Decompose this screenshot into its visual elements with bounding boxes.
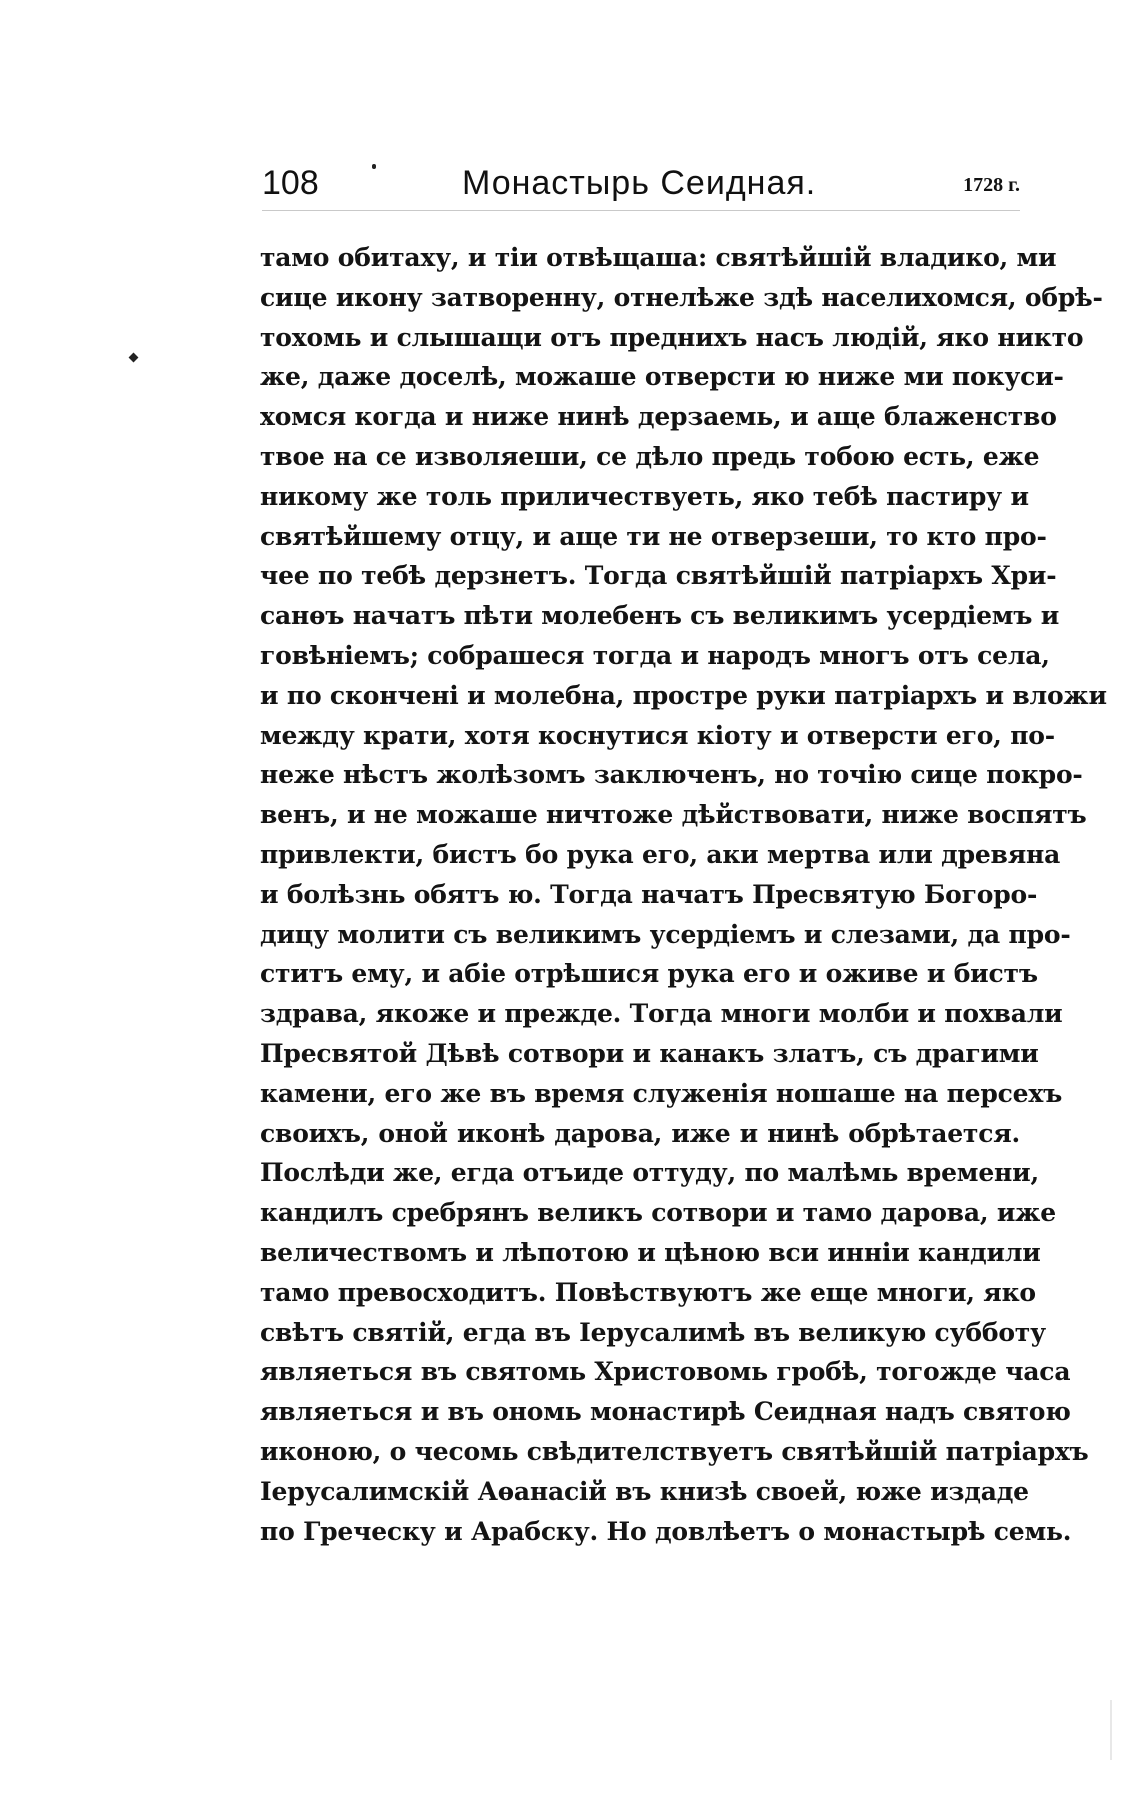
header-rule	[262, 210, 1020, 211]
text-line: чее по тебѣ дерзнетъ. Тогда святѣйшій патріархъ Хри-	[260, 561, 1057, 591]
header-dot-mark	[372, 164, 376, 169]
text-line: иконою, о чесомь свѣдителствуетъ святѣйшій патріархъ	[260, 1436, 1089, 1466]
text-line: между крати, хотя коснутися кіоту и отверсти его, по-	[260, 720, 1055, 750]
text-line: и болѣзнь обятъ ю. Тогда начатъ Пресвятую Богоро-	[260, 879, 1038, 909]
text-line: дицу молити съ великимъ усердіемъ и слезами, да про-	[260, 919, 1071, 949]
text-line: санѳъ начатъ пѣти молебенъ съ великимъ усердіемъ и	[260, 601, 1060, 631]
text-line: кандилъ сребрянъ великъ сотвори и тамо дарова, иже	[260, 1198, 1056, 1228]
text-line: Послѣди же, егда отъиде оттуду, по малѣмь времени,	[260, 1158, 1039, 1188]
text-line: являеться и въ ономь монастирѣ Сеидная надъ святою	[260, 1397, 1071, 1427]
running-header	[262, 160, 1020, 216]
text-line: тохомь и слышащи отъ предниxъ насъ людій, яко никто	[260, 322, 1084, 352]
running-title: Монастырь Сеидная.	[462, 164, 817, 202]
text-line: неже нѣстъ жолѣзомъ заключенъ, но точію сице покро-	[260, 760, 1083, 790]
text-line: и по скончені и молебна, простре руки патріархъ и вложи	[260, 680, 1107, 710]
text-line: никому же толь приличествуеть, яко тебѣ пастиру и	[260, 481, 1029, 511]
scan-edge-mark	[1110, 1700, 1112, 1760]
page-number: 108	[262, 164, 319, 202]
text-line: своихъ, оной иконѣ дарова, иже и нинѣ обрѣтается.	[260, 1118, 1020, 1148]
text-line: свѣтъ святій, егда въ Іерусалимѣ въ великую субботу	[260, 1317, 1046, 1347]
text-line: святѣйшему отцу, и аще ти не отверзеши, то кто про-	[260, 521, 1047, 551]
text-line: Пресвятой Дѣвѣ сотвори и канакъ златъ, съ драгими	[260, 1038, 1039, 1068]
text-line: ститъ ему, и абіе отрѣшися рука его и оживе и бистъ	[260, 959, 1038, 989]
text-line-last: по Греческу и Арабску. Но довлѣетъ о монастырѣ семь.	[260, 1516, 1072, 1546]
margin-ink-mark	[129, 353, 139, 363]
text-line: сице икону затворенну, отнелѣже здѣ населихомся, обрѣ-	[260, 282, 1103, 312]
text-line: величествомъ и лѣпотою и цѣною вси инніи кандили	[260, 1237, 1041, 1267]
text-line: твое на се изволяеши, се дѣло предь тобою есть, еже	[260, 441, 1040, 471]
text-line: являеться въ святомь Христовомь гробѣ, тогожде часа	[260, 1357, 1071, 1387]
body-text	[260, 238, 1107, 1551]
text-line: камени, его же въ время служенія ношаше на персехъ	[260, 1078, 1063, 1108]
text-line: здрава, якоже и прежде. Тогда многи молби и похвали	[260, 999, 1063, 1029]
text-line: хомся когда и ниже нинѣ дерзаемь, и аще блаженство	[260, 402, 1057, 432]
text-line: говѣніемъ; собрашеся тогда и народъ многъ отъ села,	[260, 640, 1050, 670]
text-line: венъ, и не можаше ничтоже дѣйствовати, ниже воспятъ	[260, 800, 1087, 830]
text-line: Іерусалимскій Аѳанасій въ книзѣ своей, юже издаде	[260, 1476, 1029, 1506]
text-line: тамо превосходитъ. Повѣствуютъ же еще многи, яко	[260, 1277, 1036, 1307]
text-line: привлекти, бистъ бо рука его, аки мертва или древяна	[260, 839, 1061, 869]
page-year: 1728 г.	[963, 174, 1020, 196]
text-line: тамо обитаху, и тіи отвѣщаша: святѣйшій владико, ми	[260, 243, 1057, 272]
text-line: же, даже доселѣ, можаше отверсти ю ниже ми покуси-	[260, 362, 1064, 392]
